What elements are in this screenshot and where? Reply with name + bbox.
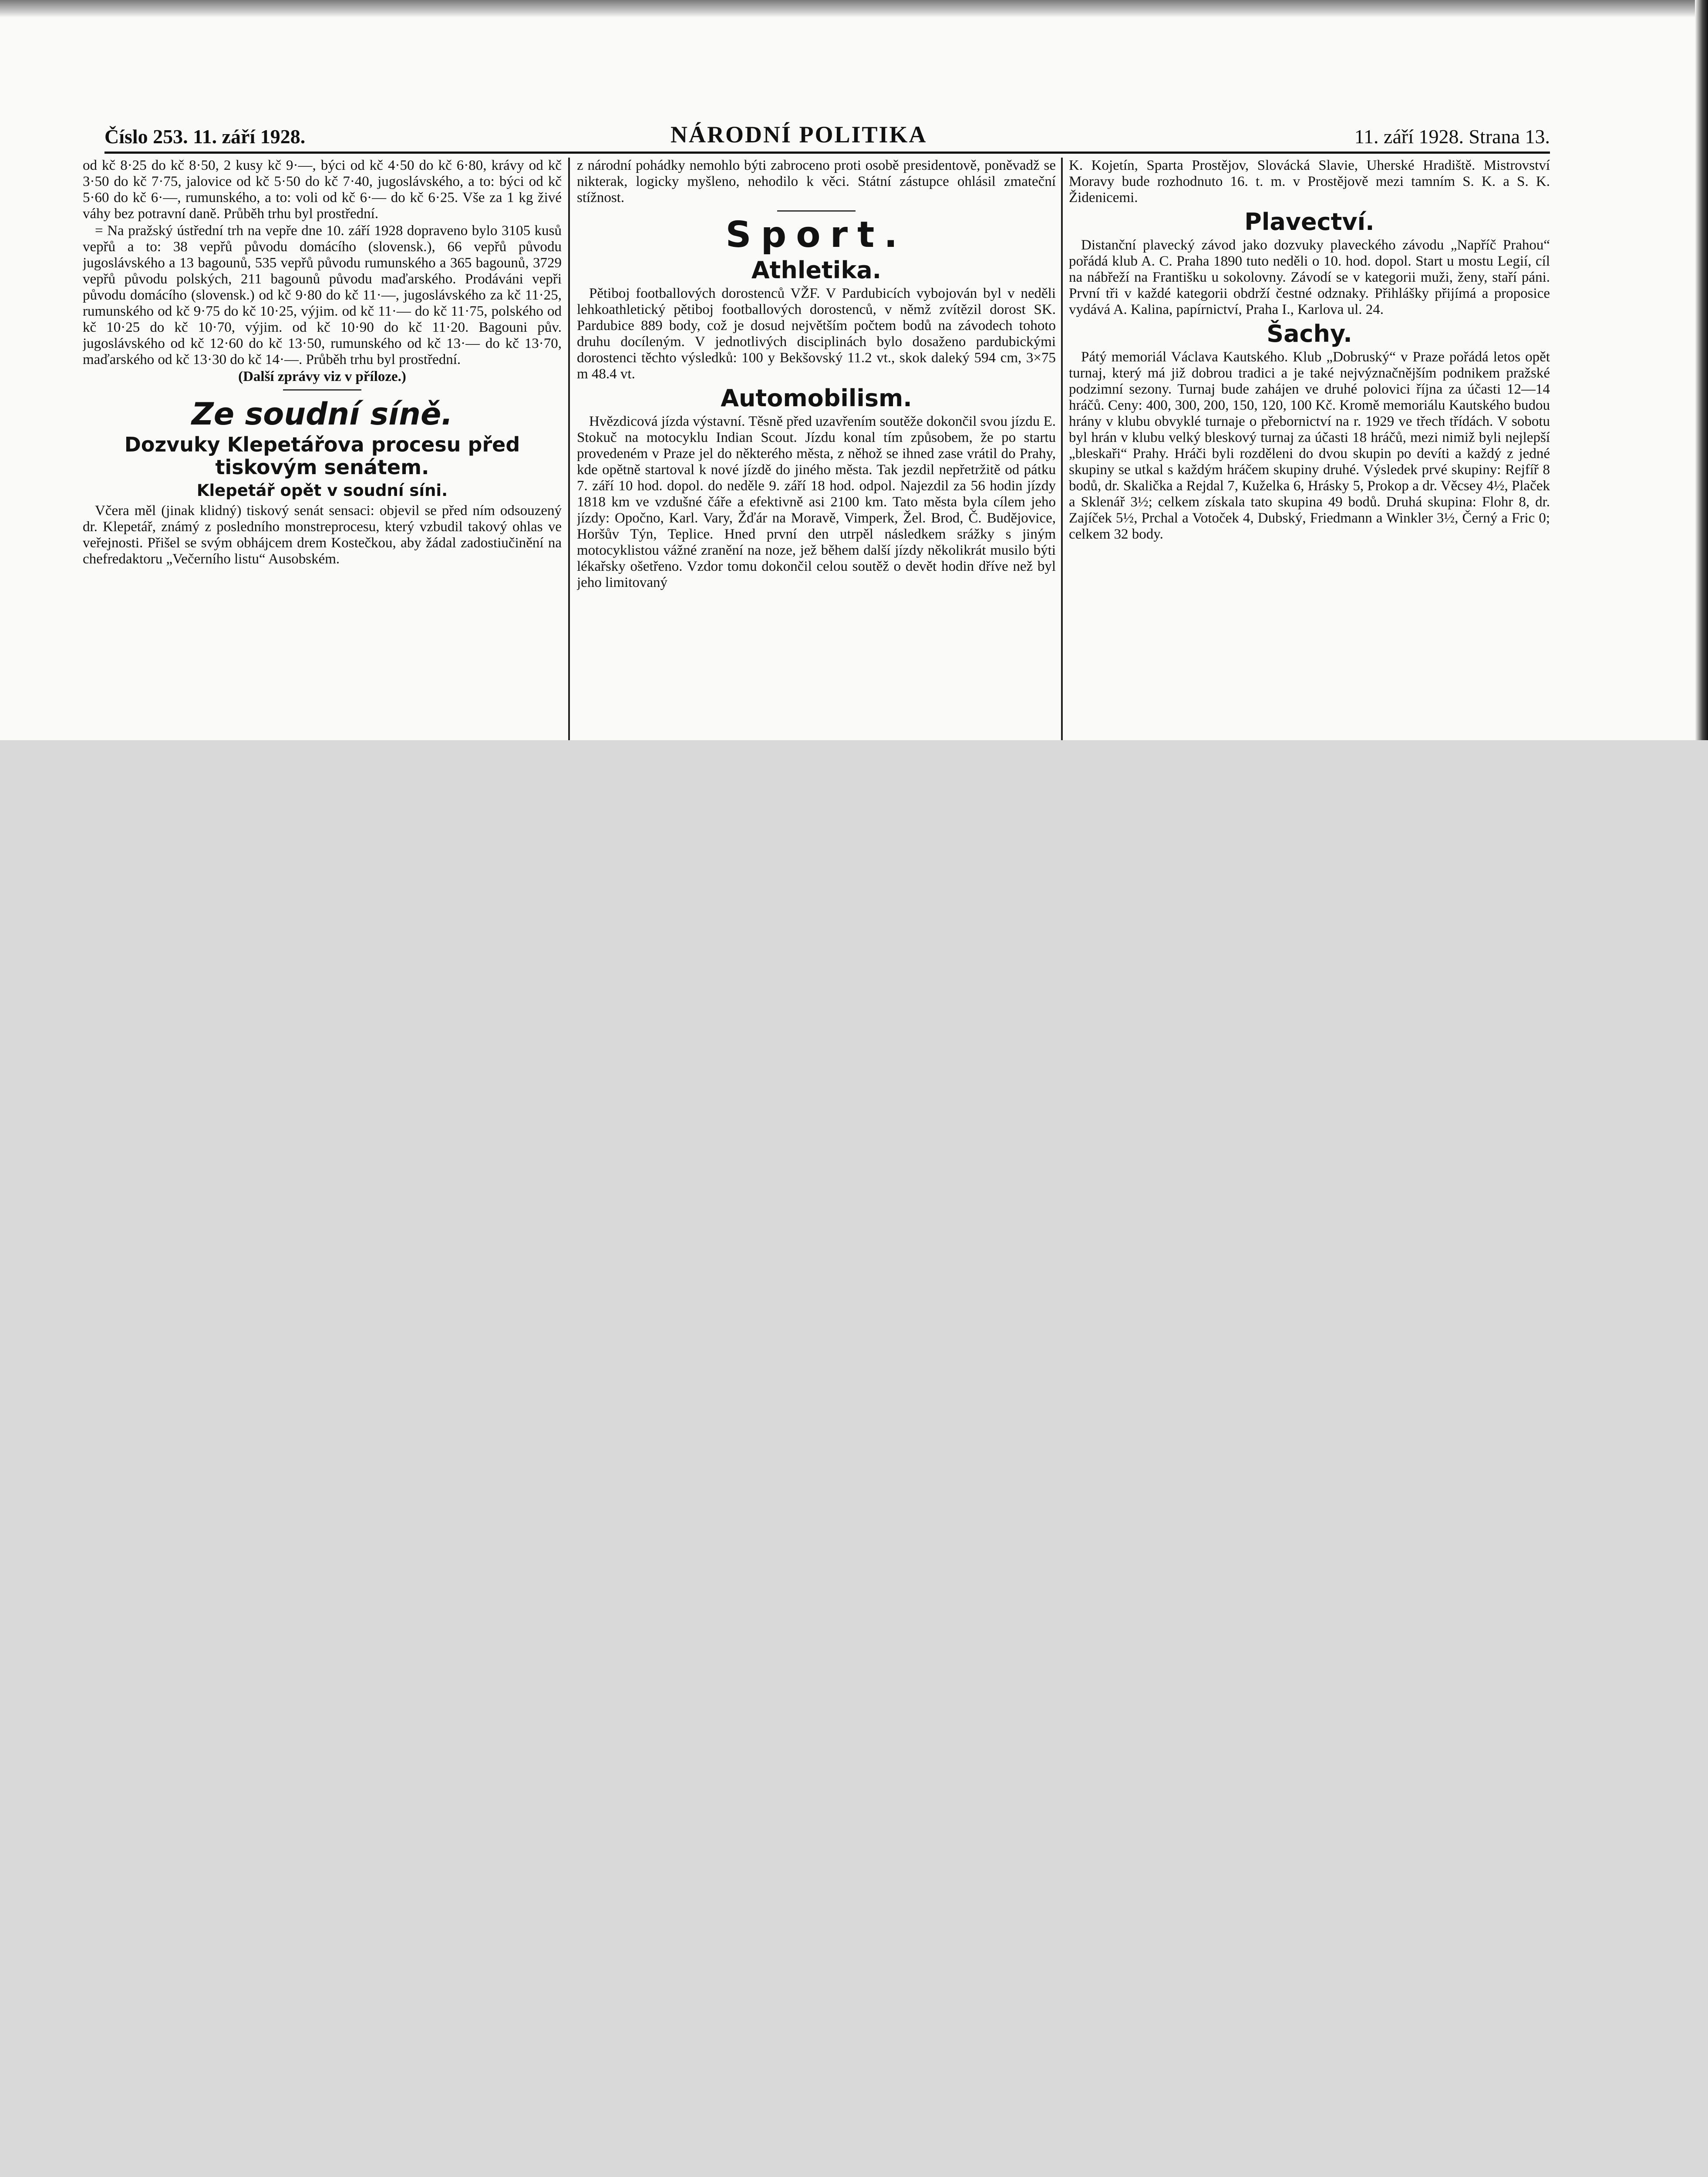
page-number: 11. září 1928. Strana 13. xyxy=(1354,125,1550,148)
column-3 xyxy=(1069,158,1550,740)
header-rule xyxy=(104,152,1550,154)
section-rule xyxy=(283,389,361,391)
masthead xyxy=(104,121,1550,148)
subsection-heading-swimming: Plavectví. xyxy=(1244,208,1374,236)
football-article-continued: K. Kojetín, Sparta Prostějov, Slovácká Slavie, Uherské Hradiště. Mistrovství Moravy bude rozhodnuto 16. t. m. v Prostějově mezi tamním S. K. a S. K. Židenicemi. xyxy=(1069,158,1550,206)
subsection-heading-athletics: Athletika. xyxy=(751,256,882,284)
issue-date: Číslo 253. 11. září 1928. xyxy=(104,125,306,148)
motoring-article: Hvězdicová jízda výstavní. Těsně před uzavřením soutěže dokončil svou jízdu E. Stokuč na motocyklu Indian Scout. Jízdu konal tím způsobem, že po startu provedeném v Praze jel do některého města, z něhož se ihned zase vrátil do Prahy, kde opětně startoval k nové jízdě do jiného města. Tak jezdil nepřetržitě od pátku 7. září 10 hod. dopol. do neděle 9. září 18 hod. odpol. Najezdil za 56 hodin jízdy 1818 km ve vzdušné čáře a efektivně asi 2100 km. Tato města byla cílem jeho jízdy: Opočno, Karl. Vary, Žďár na Moravě, Vimperk, Žel. Brod, Č. Budějovice, Horšův Týn, Teplice. Hned první den utrpěl následkem srážky s jiným motocyklistou vážné zranění na noze, jež během další jízdy několikrát musilo býti lékařsky ošetřeno. Vzdor tomu dokončil celou soutěž o devět hodin dříve než byl jeho limitovaný xyxy=(577,414,1056,590)
article-subtitle: Klepetář opět v soudní síni. xyxy=(196,481,448,500)
scan-right-edge xyxy=(1695,0,1708,740)
article-title: Dozvuky Klepetářova procesu před tiskovým senátem. xyxy=(124,433,520,479)
athletics-article: Pětiboj footballových dorostenců VŽF. V Pardubicích vybojován byl v neděli lehkoathletický pětiboj footballových dorostenců, v němž zvítězil dorost SK. Pardubice 889 body, což je dosud největším počtem bodů na závodech tohoto druhu docíleným. V jednotlivých disciplinách bylo dosaženo pardubickými dorostenci těchto výsledků: 100 y Bekšovský 11.2 vt., skok daleký 594 cm, 3×75 m 48.4 vt. xyxy=(577,286,1056,382)
section-rule xyxy=(777,210,856,212)
market-report-pigs: = Na pražský ústřední trh na vepře dne 10. září 1928 dopraveno bylo 3105 kusů vepřů a to: 38 vepřů původu domácího (slovensk.), 66 vepřů původu jugoslávského a 13 bagounů, 535 vepřů původu rumunského a 365 bagounů, 3729 vepřů původu polských, 211 bagounů původu maďarského. Prodáváni vepři původu domácího (slovensk.) od kč 9·80 do kč 11·—, jugoslávského za kč 11·25, rumunského od kč 9·75 do kč 10·25, výjim. od kč 11·— do kč 11·75, polského od kč 10·25 do kč 10·70, výjim. od kč 10·90 do kč 11·20. Bagouni pův. jugoslávského od kč 12·60 do kč 13·50, rumunského od kč 13·— do kč 13·70, maďarského od kč 13·30 do kč 14·—. Průběh trhu byl prostřední. xyxy=(83,223,562,367)
scan-top-border xyxy=(0,0,1708,17)
chess-article: Pátý memoriál Václava Kautského. Klub „Dobruský“ v Praze pořádá letos opět turnaj, který má již dobrou tradici a je také nejvýznačnějším podnikem pražské podzimní sezony. Turnaj bude zahájen ve druhé polovici října za účasti 12—14 hráčů. Ceny: 400, 300, 200, 150, 120, 100 Kč. Kromě memoriálu Kautského budou hrány v klubu obvyklé turnaje o přebornictví na r. 1929 ve třech třídách. V sobotu byl hrán v klubu velký bleskový turnaj za účasti 18 hráčů, mezi nimiž byli nejlepší „bleskaři“ Prahy. Hráči byli rozděleni do dvou skupin po devíti a každý z jedné skupiny se utkal s každým hráčem skupiny druhé. Výsledek prvé skupiny: Rejfíř 8 bodů, dr. Skalička a Rejdal 7, Kuželka 6, Hrásky 5, Prokop a dr. Věcsey 4½, Plaček a Sklenář 3½; celkem získala tato skupina 49 bodů. Druhá skupina: Flohr 8, dr. Zajíček 5½, Prchal a Votoček 4, Dubský, Friedmann a Winkler 3½, Černý a Fric 0; celkem 32 body. xyxy=(1069,349,1550,542)
article-body: Včera měl (jinak klidný) tiskový senát sensaci: objevil se před ním odsouzený dr. Klepetář, známý z posledního monstreprocesu, který vzbudil takový ohlas ve veřejnosti. Přišel se svým obhájcem drem Kostečkou, aby žádal zadostiučinění na chefredaktoru „Večerního listu“ Ausobském. xyxy=(83,503,562,567)
newspaper-title: NÁRODNÍ POLITIKA xyxy=(670,121,927,148)
column-1 xyxy=(83,158,562,740)
section-heading-court: Ze soudní síně. xyxy=(191,396,453,432)
column-divider xyxy=(1061,158,1063,740)
more-news-note: (Další zprávy viz v příloze.) xyxy=(238,369,406,384)
article-body-continued: z národní pohádky nemohlo býti zabroceno proti osobě presidentově, poněvadž se nikterak, logicky myšleno, nehodilo k věci. Státní zástupce ohlásil zmateční stížnost. xyxy=(577,158,1056,206)
section-heading-sport: Sport. xyxy=(725,214,907,256)
market-report-cattle: od kč 8·25 do kč 8·50, 2 kusy kč 9·—, býci od kč 4·50 do kč 6·80, krávy od kč 3·50 do kč 7·75, jalovice od kč 5·50 do kč 7·40, jugoslávského, a to: býci od kč 5·60 do kč 6·—, rumunského, a to: voli od kč 6·— do kč 6·25. Vše za 1 kg živé váhy bez potravní daně. Průběh trhu byl prostřední. xyxy=(83,158,562,222)
newspaper-scan xyxy=(0,0,1708,740)
subsection-heading-chess: Šachy. xyxy=(1267,320,1352,347)
column-divider xyxy=(568,158,570,740)
swimming-article: Distanční plavecký závod jako dozvuky plaveckého závodu „Napříč Prahou“ pořádá klub A. C. Praha 1890 tuto neděli o 10. hod. dopol. Start u mostu Legií, cíl na nábřeží na Františku u sokolovny. Závodí se v kategorii muži, ženy, staří páni. První tři v každé kategorii obdrží čestné odznaky. Přihlášky přijímá a proposice vydává A. Kalina, papírnictví, Praha I., Karlova ul. 24. xyxy=(1069,237,1550,317)
subsection-heading-motoring: Automobilism. xyxy=(721,384,912,412)
column-2 xyxy=(577,158,1056,740)
